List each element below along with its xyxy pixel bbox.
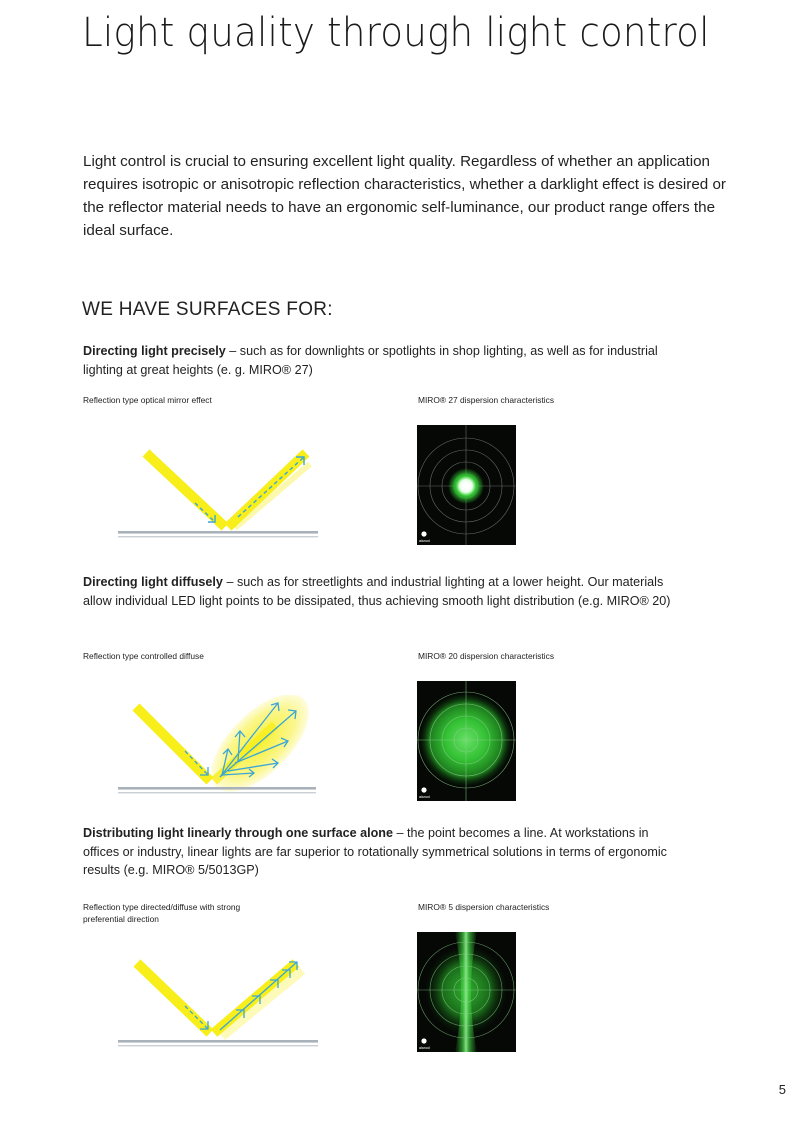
incident-beam bbox=[137, 963, 210, 1033]
svg-text:alanod: alanod bbox=[419, 539, 430, 543]
miro-20-dispersion-image bbox=[417, 681, 516, 801]
item-2-right-caption: MIRO® 20 dispersion characteristics bbox=[418, 651, 555, 661]
incident-beam bbox=[136, 707, 210, 781]
item-1-heading: Directing light precisely bbox=[83, 344, 226, 358]
miro-5-dispersion-image bbox=[417, 932, 516, 1052]
item-2-heading: Directing light diffusely bbox=[83, 575, 223, 589]
miro-27-dispersion-image bbox=[417, 425, 516, 545]
item-3-description: – the point becomes a line. At workstations in offices or industry, linear lights are far superior to rotationally symmetrical solutions in terms of ergonomic results (e.g. MIRO® 5/5013GP) bbox=[83, 826, 667, 877]
svg-text:alanod: alanod bbox=[419, 795, 430, 799]
page-number: 5 bbox=[778, 1082, 786, 1097]
svg-text:alanod: alanod bbox=[419, 1046, 430, 1050]
section-heading: WE HAVE SURFACES FOR: bbox=[82, 299, 333, 320]
item-1-right-caption: MIRO® 27 dispersion characteristics bbox=[418, 395, 555, 405]
item-3-text bbox=[83, 824, 683, 880]
page-title: Light quality through light control bbox=[82, 10, 710, 56]
item-2-left-caption: Reflection type controlled diffuse bbox=[83, 651, 204, 661]
reflector-surface bbox=[118, 531, 318, 537]
reflector-surface bbox=[118, 787, 316, 793]
incident-beam bbox=[146, 453, 225, 527]
item-3-right-caption: MIRO® 5 dispersion characteristics bbox=[418, 902, 550, 912]
reflector-surface bbox=[118, 1040, 318, 1046]
item-2-text bbox=[83, 573, 683, 610]
diffuse-lobe bbox=[195, 695, 325, 800]
item-1-description: – such as for downlights or spotlights in shop lighting, as well as for industrial lighting at great heights (e. g. MIRO® 27) bbox=[83, 344, 658, 377]
directed-diffuse-diagram bbox=[110, 950, 330, 1055]
item-2-description: – such as for streetlights and industrial lighting at a lower height. Our materials allow individual LED light points to be dissipated, thus achieving smooth light distribution (e.g. MIRO® 20) bbox=[83, 575, 671, 608]
intro-paragraph: Light control is crucial to ensuring excellent light quality. Regardless of whether an application requires isotropic or anisotropic reflection characteristics, whether a darklight effect is desired or the reflector material needs to have an ergonomic self-luminance, our product range offers the ideal surface. bbox=[83, 153, 726, 239]
item-1-text bbox=[83, 342, 683, 379]
item-3-left-caption: Reflection type directed/diffuse with strong preferential direction bbox=[83, 902, 241, 924]
item-3-heading: Distributing light linearly through one surface alone bbox=[83, 826, 393, 840]
item-1-left-caption: Reflection type optical mirror effect bbox=[83, 395, 212, 405]
mirror-reflection-diagram bbox=[110, 440, 330, 545]
reflected-beam bbox=[228, 453, 310, 528]
controlled-diffuse-diagram bbox=[110, 695, 330, 800]
reflected-beam bbox=[214, 963, 302, 1036]
